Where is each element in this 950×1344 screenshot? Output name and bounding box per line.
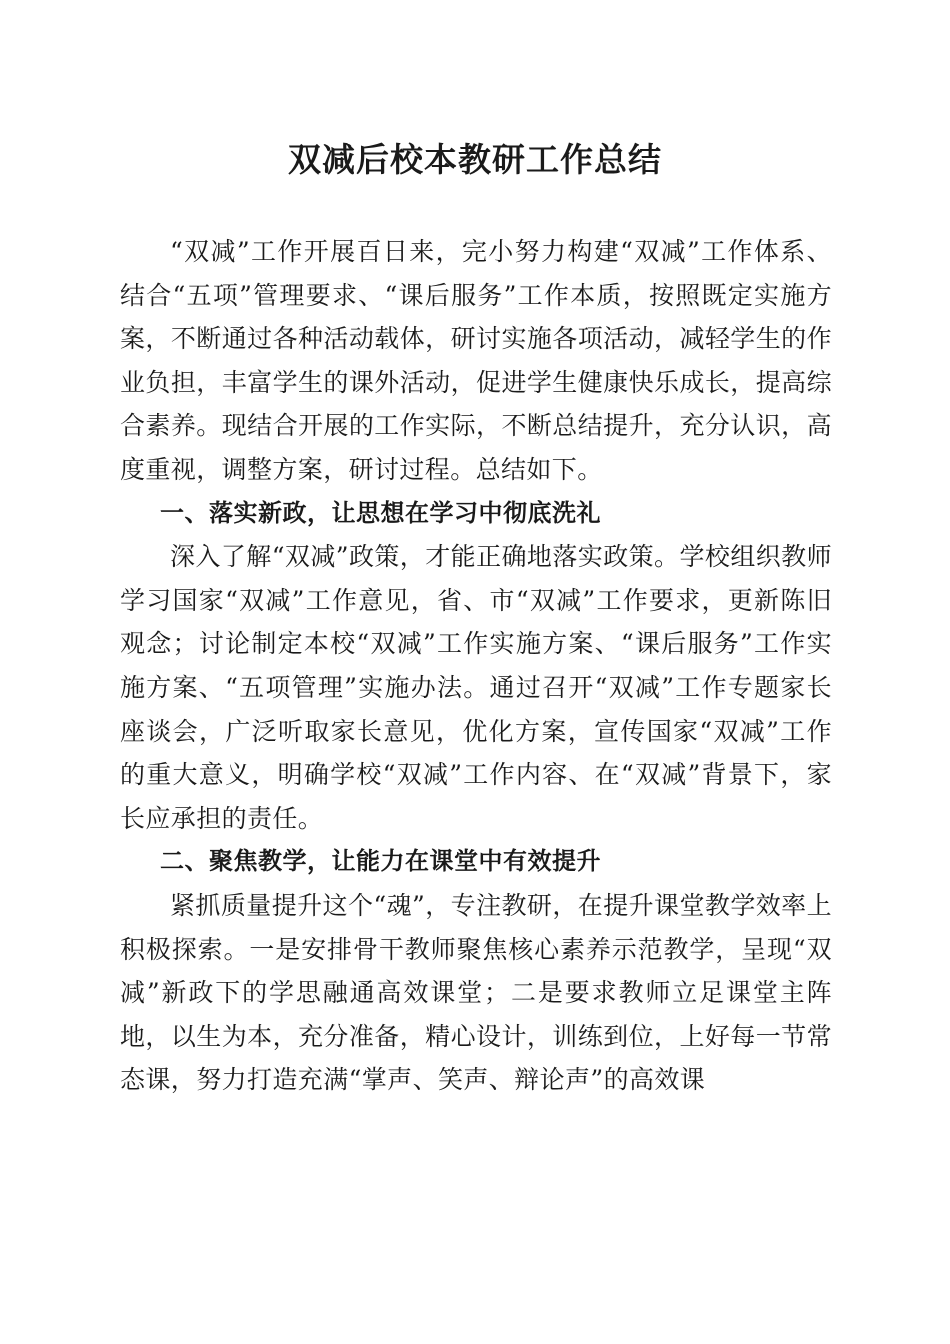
intro-paragraph: “双减”工作开展百日来，完小努力构建“双减”工作体系、结合“五项”管理要求、“课后服务”工作本质，按照既定实施方案，不断通过各种活动载体，研讨实施各项活动，减轻学生的作业负担，丰富学生的课外活动，促进学生健康快乐成长，提高综合素养。现结合开展的工作实际，不断总结提升，充分认识，高度重视，调整方案，研讨过程。总结如下。 (120, 237, 832, 484)
section-1-paragraph: 深入了解“双减”政策，才能正确地落实政策。学校组织教师学习国家“双减”工作意见，省、市“双减”工作要求，更新陈旧观念；讨论制定本校“双减”工作实施方案、“课后服务”工作实施方案、“五项管理”实施办法。通过召开“双减”工作专题家长座谈会，广泛听取家长意见，优化方案，宣传国家“双减”工作的重大意义，明确学校“双减”工作内容、在“双减”背景下，家长应承担的责任。 (120, 542, 832, 833)
document-body (120, 230, 832, 1102)
section-2-heading: 二、聚焦教学，让能力在课堂中有效提升 (160, 847, 601, 876)
document-title: 双减后校本教研工作总结 (288, 140, 662, 179)
section-2-paragraph: 紧抓质量提升这个“魂”，专注教研，在提升课堂教学效率上积极探索。一是安排骨干教师聚焦核心素养示范教学，呈现“双减”新政下的学思融通高效课堂；二是要求教师立足课堂主阵地，以生为本，充分准备，精心设计，训练到位，上好每一节常态课，努力打造充满“掌声、笑声、辩论声”的高效课 (120, 890, 832, 1095)
section-1-heading: 一、落实新政，让思想在学习中彻底洗礼 (160, 498, 601, 527)
